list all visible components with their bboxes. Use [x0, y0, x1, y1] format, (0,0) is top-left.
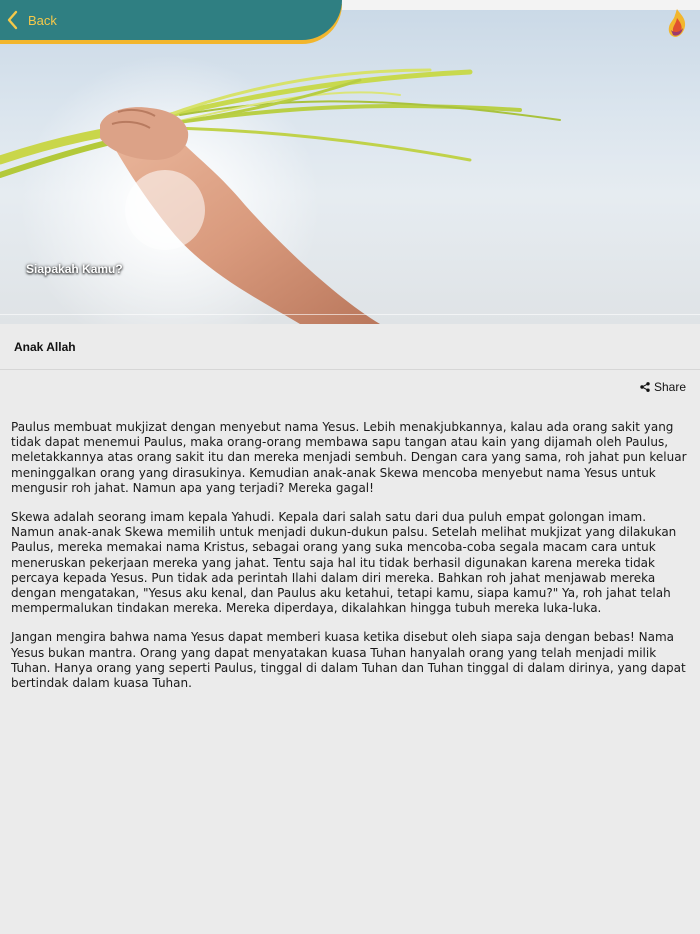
back-label: Back — [28, 12, 57, 28]
chevron-left-icon — [6, 10, 20, 30]
share-label: Share — [653, 380, 686, 394]
article-paragraph: Paulus membuat mukjizat dengan menyebut nama Yesus. Lebih menakjubkannya, kalau ada orang sakit yang tidak dapat menemui Paulus, maka orang-orang membawa sapu tangan atau kain yang dijamah oleh Paulus, meletakkannya atas orang sakit itu dan mereka menjadi sembuh. Dengan cara yang sama, roh jahat pun keluar meninggalkan orang yang dirasukinya. Kemudian anak-anak Skewa mencoba menyebut nama Yesus untuk mengusir roh jahat. Namun apa yang terjadi? Mereka gagal! — [11, 420, 687, 495]
hero-caption: Siapakah Kamu? — [26, 262, 123, 276]
header-bar — [0, 0, 342, 40]
hero-image — [0, 0, 700, 324]
article-body — [11, 420, 691, 705]
share-icon — [640, 382, 650, 392]
article-paragraph: Jangan mengira bahwa nama Yesus dapat memberi kuasa ketika disebut oleh siapa saja dengan bebas! Nama Yesus bukan mantra. Orang yang dapat menyatakan kuasa Tuhan hanyalah orang yang telah menjadi milik Tuhan. Hanya orang yang seperti Paulus, tinggal di dalam Tuhan dan Tuhan tinggal di dalam dirinya, yang dapat bertindak dalam kuasa Tuhan. — [11, 630, 686, 691]
header-strip — [342, 0, 700, 10]
flame-logo-icon — [666, 8, 688, 38]
title-bar — [0, 324, 700, 370]
share-button[interactable] — [640, 378, 686, 396]
hero-divider — [0, 314, 700, 315]
page-title: Anak Allah — [14, 339, 76, 354]
back-button[interactable] — [0, 5, 57, 35]
article-paragraph: Skewa adalah seorang imam kepala Yahudi. Kepala dari salah satu dari dua puluh empat golongan imam. Namun anak-anak Skewa memilih untuk menjadi dukun-dukun palsu. Setelah melihat mukjizat yang dilakukan Paulus, mereka memakai nama Kristus, sebagai orang yang suka mencoba-coba segala macam cara untuk meneruskan pekerjaan mereka yang jahat. Tentu saja hal itu tidak berhasil digunakan karena mereka tidak percaya kepada Yesus. Pun tidak ada perintah Ilahi dalam diri mereka. Bahkan roh jahat menjawab mereka dengan mengatakan, "Yesus aku kenal, dan Paulus aku ketahui, tetapi kamu, siapa kamu?" Ya, roh jahat telah mempermalukan tindakan mereka. Mereka diperdaya, dikalahkan hingga tubuh mereka luka-luka. — [11, 510, 677, 616]
